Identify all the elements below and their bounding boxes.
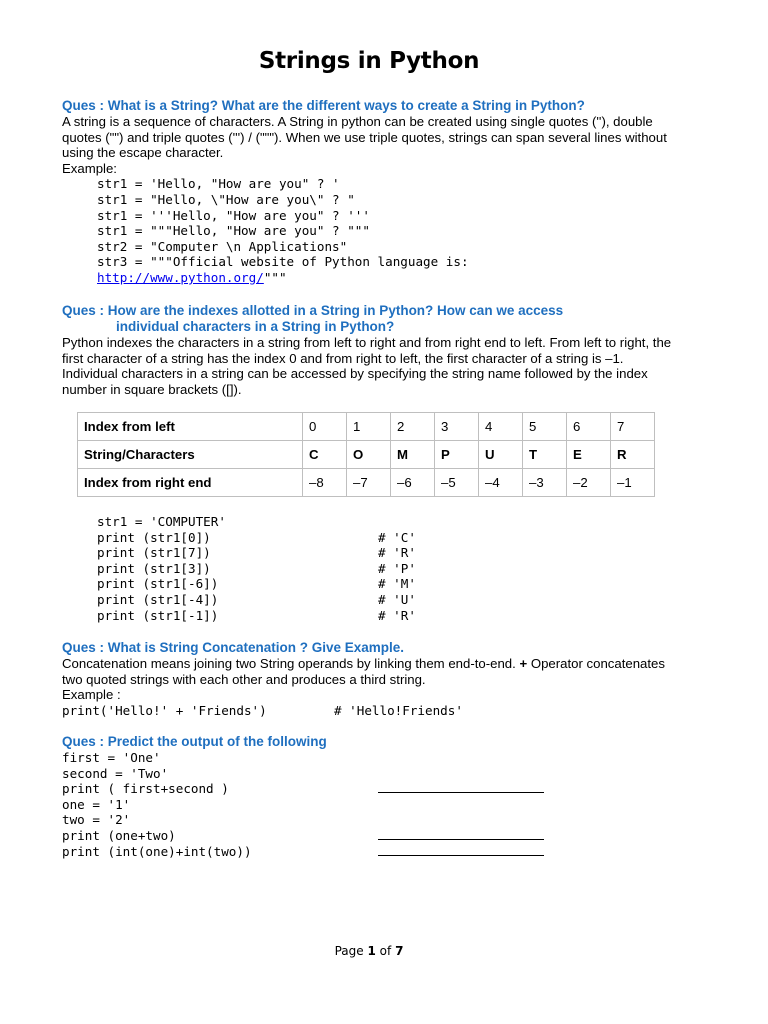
- code-line: [62, 844, 677, 860]
- code-stmt: print (str1[7]): [97, 545, 211, 561]
- table-cell: T: [523, 441, 567, 469]
- code-stmt: print (str1[-6]): [97, 576, 219, 592]
- code-stmt: two = '2': [62, 812, 131, 828]
- table-cell: C: [303, 441, 347, 469]
- code-line: [62, 545, 677, 561]
- answer-blank[interactable]: [378, 828, 544, 840]
- code-line: [62, 812, 677, 828]
- code-stmt: first = 'One': [62, 750, 161, 765]
- index-table: [77, 412, 655, 497]
- code-stmt: print (str1[-1]): [97, 607, 219, 623]
- code-line: str1 = 'COMPUTER': [97, 514, 226, 529]
- table-cell: R: [611, 441, 655, 469]
- question-4: Ques : Predict the output of the following: [62, 734, 327, 749]
- code-stmt: print (str1[-4]): [97, 591, 219, 607]
- answer-3: [62, 656, 677, 687]
- code-stmt: print (str1[0]): [97, 529, 211, 545]
- table-cell: 5: [523, 413, 567, 441]
- row-label: Index from right end: [78, 469, 303, 497]
- table-cell: P: [435, 441, 479, 469]
- code-line-link: [62, 270, 677, 286]
- table-cell: –2: [567, 469, 611, 497]
- code-line: [62, 703, 677, 719]
- table-cell: –7: [347, 469, 391, 497]
- row-label: Index from left: [78, 413, 303, 441]
- code-comment: # 'Hello!Friends': [334, 702, 463, 718]
- question-4-section: [62, 734, 677, 859]
- code-line: [62, 592, 677, 608]
- question-2-section: [62, 303, 677, 397]
- code-comment: # 'R': [378, 545, 416, 561]
- code-comment: # 'M': [378, 576, 416, 592]
- code-line: str1 = "Hello, \"How are you\" ? ": [97, 191, 355, 207]
- answer-blank[interactable]: [378, 844, 544, 856]
- code-comment: # 'P': [378, 560, 416, 576]
- table-cell: U: [479, 441, 523, 469]
- code-stmt: one = '1': [62, 796, 131, 812]
- answer-3-text: Concatenation means joining two String operands by linking them end-to-end.: [62, 656, 516, 671]
- table-cell: –1: [611, 469, 655, 497]
- code-comment: # 'C': [378, 529, 416, 545]
- code-line: [62, 766, 677, 782]
- table-cell: M: [391, 441, 435, 469]
- code-line: [62, 797, 677, 813]
- question-3: Ques : What is String Concatenation ? Give Example.: [62, 640, 405, 655]
- code-stmt: print (one+two): [62, 827, 176, 843]
- table-cell: O: [347, 441, 391, 469]
- code-line: str1 = """Hello, "How are you" ? """: [97, 223, 370, 239]
- python-website-link[interactable]: http://www.python.org/: [97, 269, 264, 285]
- code-line: [62, 781, 677, 797]
- page-footer: [0, 944, 738, 958]
- table-cell: 3: [435, 413, 479, 441]
- code-line: [62, 750, 677, 766]
- page-current: 1: [367, 944, 376, 958]
- question-1-section: [62, 98, 677, 286]
- table-cell: –8: [303, 469, 347, 497]
- table-cell: –5: [435, 469, 479, 497]
- code-line: [62, 561, 677, 577]
- code-stmt: print (str1[3]): [97, 560, 211, 576]
- table-cell: –6: [391, 469, 435, 497]
- question-1: Ques : What is a String? What are the different ways to create a String in Python?: [62, 98, 585, 113]
- question-2-line2: individual characters in a String in Python?: [116, 319, 395, 334]
- answer-blank[interactable]: [378, 781, 544, 793]
- code-line: [62, 530, 677, 546]
- code-comment: # 'U': [378, 591, 416, 607]
- plus-operator: +: [519, 656, 528, 671]
- link-suffix: """: [263, 269, 287, 285]
- table-cell: 4: [479, 413, 523, 441]
- code-stmt: second = 'Two': [62, 765, 169, 781]
- code-line: [62, 576, 677, 592]
- table-cell: 7: [611, 413, 655, 441]
- table-row: [78, 413, 655, 441]
- table-cell: 2: [391, 413, 435, 441]
- code-line: [62, 828, 677, 844]
- example-label: Example:: [62, 160, 117, 176]
- table-row: [78, 469, 655, 497]
- answer-2: Python indexes the characters in a string from left to right and from right end to left. From left to right, the first character of a string has the index 0 and from right to left, the first character of a string is –1. Individual characters in a string can be accessed by specifying the string name followed by the index number in square brackets ([]).: [62, 335, 672, 397]
- answer-3-text: Operator concatenates two quoted strings with each other and produces a third string.: [62, 656, 665, 687]
- code-stmt: print (int(one)+int(two)): [62, 843, 252, 859]
- code-line: str2 = "Computer \n Applications": [97, 238, 348, 254]
- table-cell: E: [567, 441, 611, 469]
- code-stmt: print ( first+second ): [62, 781, 229, 797]
- page-label: Page: [334, 944, 364, 958]
- table-cell: 1: [347, 413, 391, 441]
- page-total: 7: [395, 944, 404, 958]
- table-cell: 6: [567, 413, 611, 441]
- code-comment: # 'R': [378, 607, 416, 623]
- code-line: str1 = 'Hello, "How are you" ? ': [97, 176, 340, 192]
- question-3-section: [62, 640, 677, 718]
- table-cell: –4: [479, 469, 523, 497]
- row-label: String/Characters: [78, 441, 303, 469]
- question-2: [62, 303, 677, 335]
- question-2-line1: Ques : How are the indexes allotted in a String in Python? How can we access: [62, 303, 564, 318]
- answer-1: A string is a sequence of characters. A String in python can be created using single quotes (''), double quotes ("") and triple quotes (''') / ("""). When we use triple quotes, strings can span several lines without using the escape character.: [62, 114, 667, 161]
- index-code-section: [62, 514, 677, 623]
- code-stmt: print('Hello!' + 'Friends'): [62, 702, 267, 718]
- table-row: [78, 441, 655, 469]
- table-cell: 0: [303, 413, 347, 441]
- code-line: [62, 608, 677, 624]
- page-of: of: [379, 944, 392, 958]
- page-title: Strings in Python: [258, 48, 480, 74]
- code-line: str3 = """Official website of Python language is:: [97, 254, 469, 270]
- table-cell: –3: [523, 469, 567, 497]
- example-label: Example :: [62, 687, 121, 703]
- code-line: str1 = '''Hello, "How are you" ? ''': [97, 207, 370, 223]
